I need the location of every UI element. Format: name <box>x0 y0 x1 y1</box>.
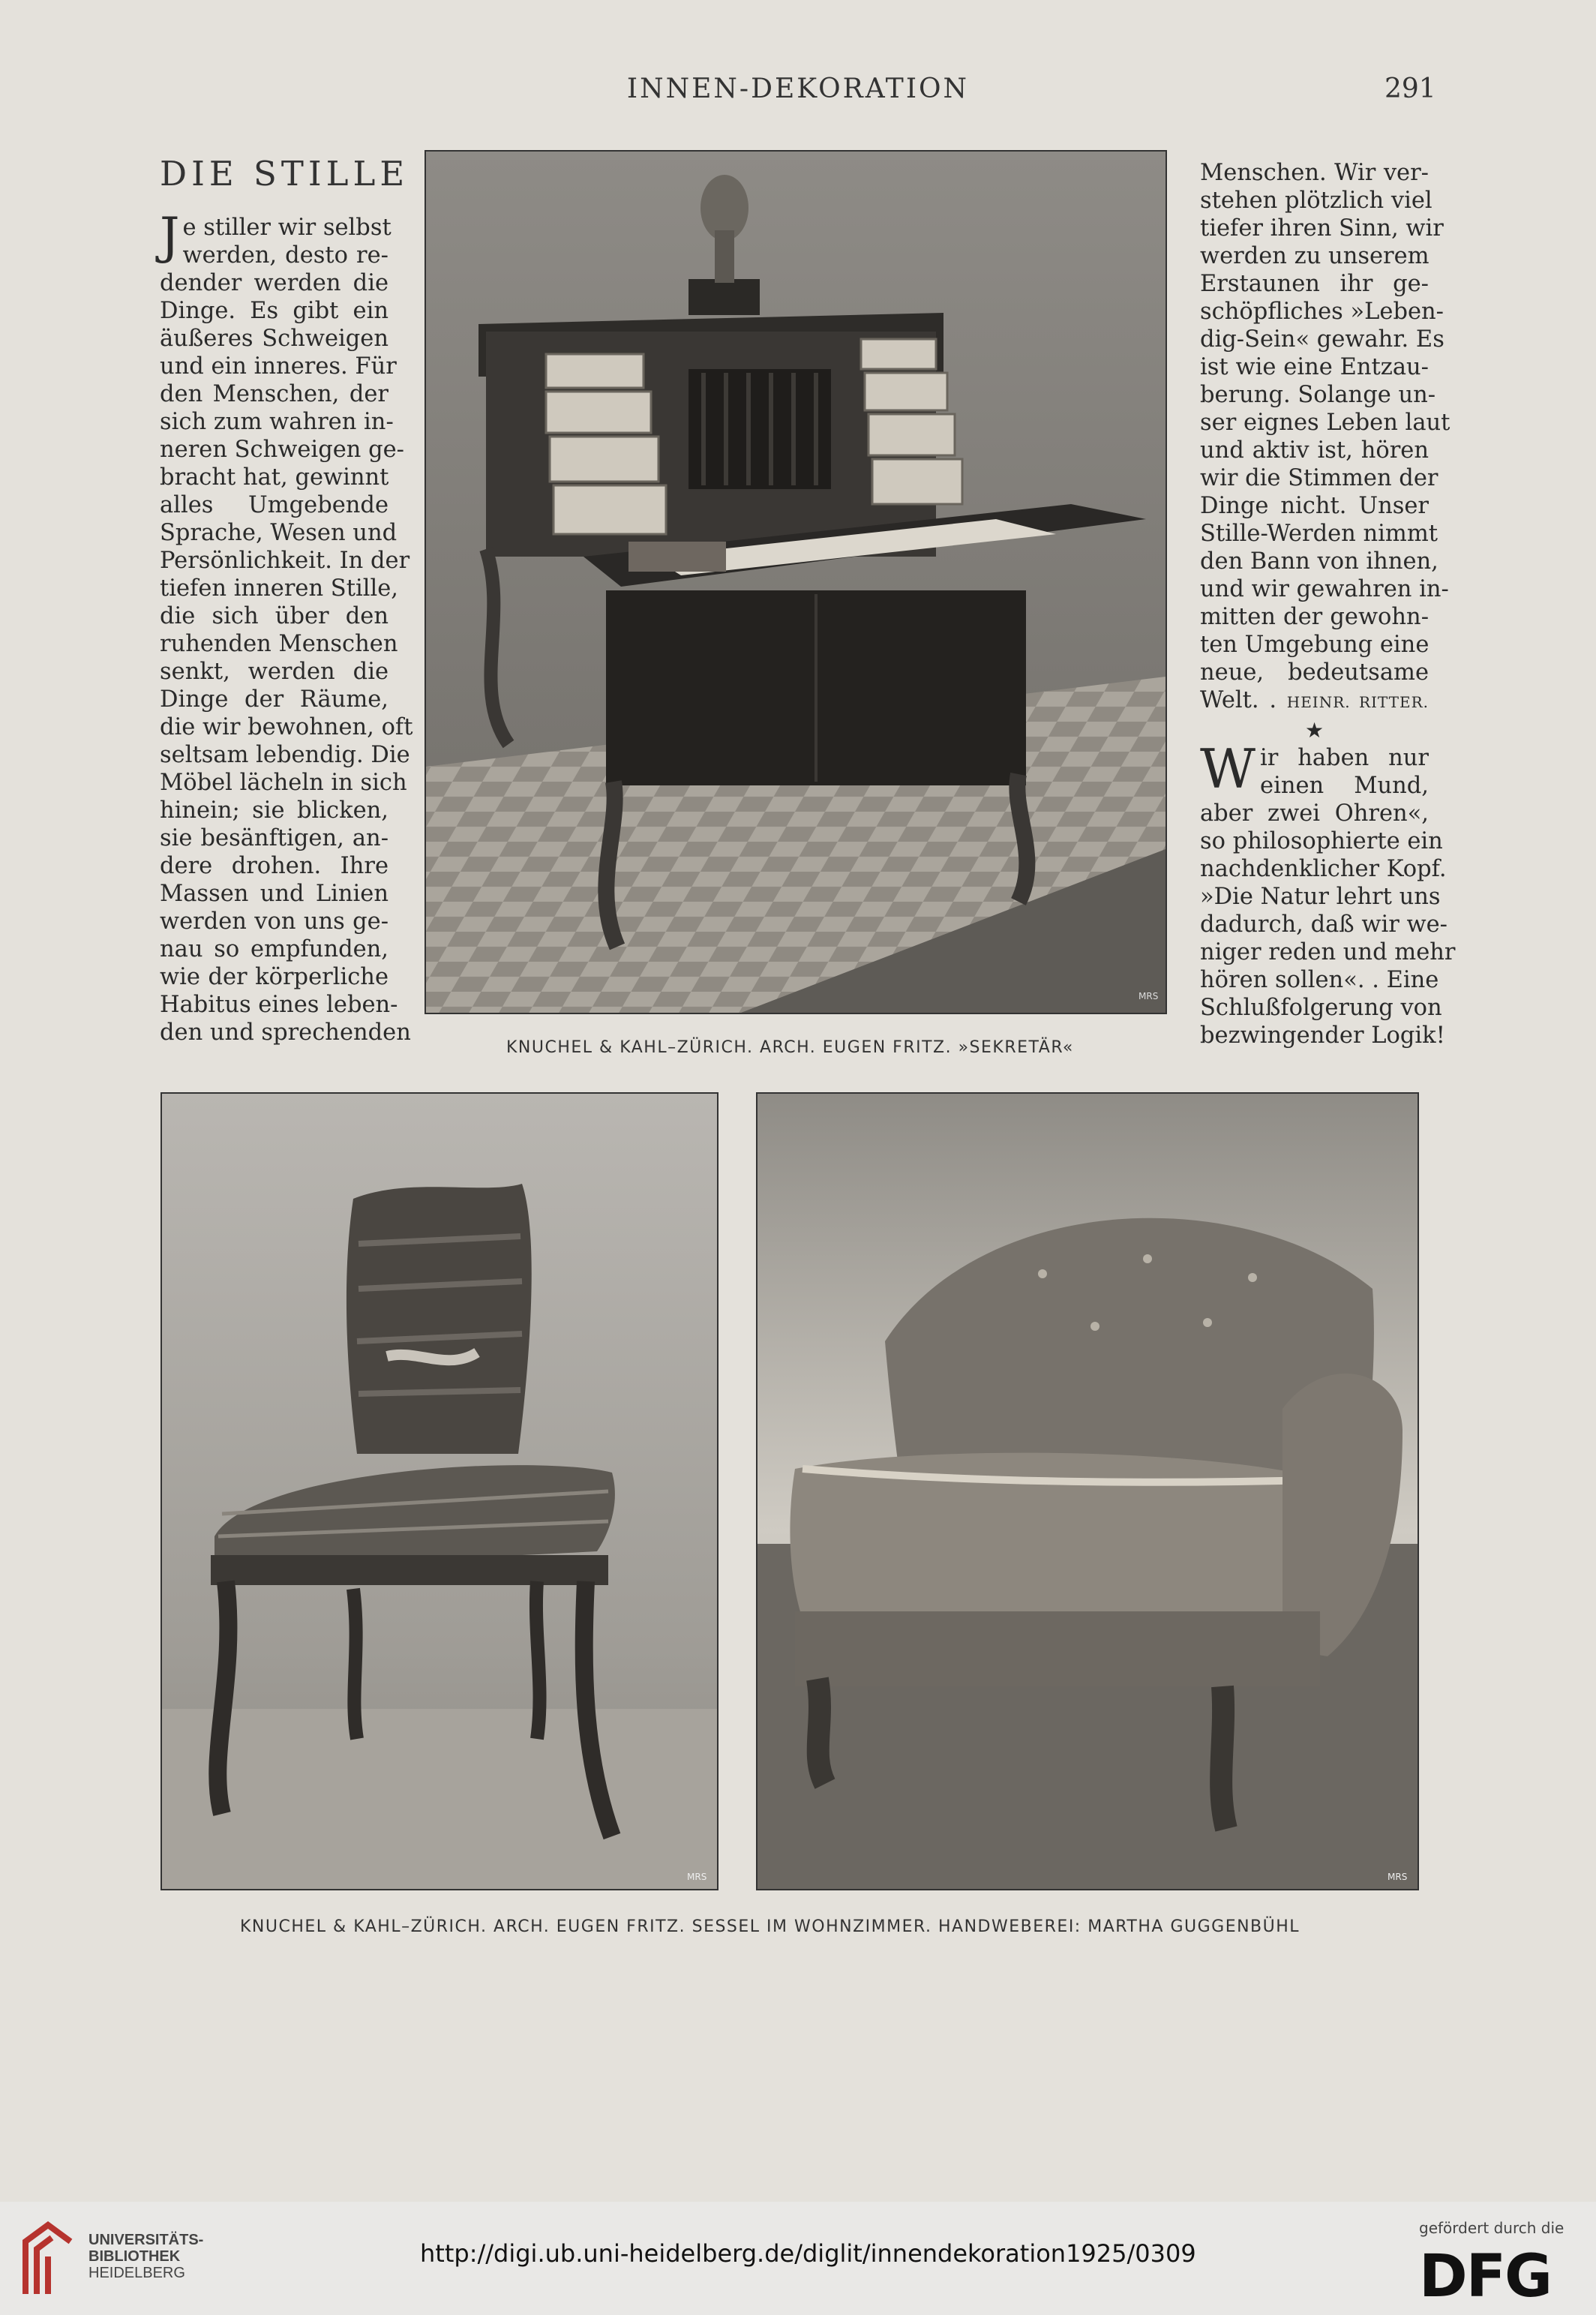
text-line: sich zum wahren in- <box>160 409 394 435</box>
chair-illustration <box>162 1094 717 1889</box>
text-line: berung. Solange un- <box>1200 382 1436 408</box>
text-line: die sich über den <box>160 603 388 629</box>
text-line: dere drohen. Ihre <box>160 853 388 879</box>
text-line: Erstaunen ihr ge- <box>1200 271 1429 297</box>
text-line: seltsam lebendig. Die <box>160 742 410 768</box>
text-line: nau so empfunden, <box>160 936 388 962</box>
text-line: Habitus eines leben- <box>160 992 398 1018</box>
text-line: den Bann von ihnen, <box>1200 548 1438 575</box>
text-line: ir haben nur <box>1260 745 1429 771</box>
text-line: Massen und Linien <box>160 881 388 907</box>
article-title: DIE STILLE <box>160 154 410 194</box>
secretary-desk-illustration <box>426 152 1166 1013</box>
text-line: Möbel lächeln in sich <box>160 770 407 796</box>
left-text-lines <box>160 207 413 1046</box>
caption-secretary: KNUCHEL & KAHL–ZÜRICH. ARCH. EUGEN FRITZ. »SEKRETÄR« <box>506 1038 1074 1057</box>
text-line: einen Mund, <box>1260 773 1429 799</box>
text-line: Sprache, Wesen und <box>160 520 398 546</box>
university-library-logo-icon <box>18 2219 78 2301</box>
library-line-1: UNIVERSITÄTS- <box>88 2232 204 2248</box>
text-line: hören sollen«. . Eine <box>1200 967 1439 993</box>
library-line-2: BIBLIOTHEK <box>88 2248 181 2265</box>
photo-mark-2: MRS <box>687 1872 707 1882</box>
photo-armchair <box>756 1092 1419 1890</box>
running-title: INNEN-DEKORATION <box>626 74 970 104</box>
photo-chair <box>160 1092 718 1890</box>
text-line: neue, bedeutsame <box>1200 659 1429 686</box>
text-line: wir die Stimmen der <box>1200 465 1438 491</box>
photo-secretary-desk <box>424 150 1167 1014</box>
text-line: dig-Sein« gewahr. Es <box>1200 326 1444 353</box>
caption-chairs: KNUCHEL & KAHL–ZÜRICH. ARCH. EUGEN FRITZ. SESSEL IM WOHNZIMMER. HANDWEBEREI: MARTHA GUGGENBÜHL <box>240 1917 1300 1936</box>
drop-cap-w: W <box>1200 737 1256 800</box>
text-line: den und sprechenden <box>160 1019 411 1046</box>
text-line: die wir bewohnen, oft <box>160 714 413 740</box>
text-line: schöpfliches »Leben- <box>1200 299 1444 325</box>
text-line: Dinge nicht. Unser <box>1200 493 1429 519</box>
text-line: und ein inneres. Für <box>160 353 397 380</box>
separator-star: ★ <box>1304 718 1324 743</box>
page-number: 291 <box>1384 74 1436 104</box>
text-line: Dinge. Es gibt ein <box>160 298 388 324</box>
text-line: Persönlichkeit. In der <box>160 548 410 574</box>
text-line: Menschen. Wir ver- <box>1200 160 1429 186</box>
drop-cap-j: J <box>160 207 180 265</box>
right-signature-line <box>1200 686 1429 716</box>
text-line: so philosophierte ein <box>1200 828 1443 854</box>
text-line: nachdenklicher Kopf. <box>1200 856 1447 882</box>
text-line: ist wie eine Entzau- <box>1200 354 1429 380</box>
text-line: »Die Natur lehrt uns <box>1200 884 1441 910</box>
university-library-name <box>88 2232 203 2281</box>
text-line: senkt, werden die <box>160 659 388 685</box>
text-line: stehen plötzlich viel <box>1200 188 1432 214</box>
text-line: werden von uns ge- <box>160 908 388 935</box>
dfg-logo: DFG <box>1419 2243 1552 2310</box>
author-signature: HEINR. RITTER. <box>1286 693 1430 711</box>
text-line: tiefer ihren Sinn, wir <box>1200 215 1444 242</box>
text-line: neren Schweigen ge- <box>160 437 404 463</box>
text-line: ser eignes Leben laut <box>1200 410 1450 436</box>
right-text-column <box>1200 159 1456 1049</box>
text-line: Dinge der Räume, <box>160 686 388 713</box>
source-url-link[interactable]: http://digi.ub.uni-heidelberg.de/diglit/innendekoration1925/0309 <box>420 2239 1196 2268</box>
text-line: ruhenden Menschen <box>160 631 398 657</box>
funded-by-label: gefördert durch die <box>1419 2219 1564 2237</box>
photo-mark-1: MRS <box>1138 991 1159 1001</box>
text-line: dender werden die <box>160 270 388 296</box>
text-line: sie besänftigen, an- <box>160 825 388 851</box>
text-line: dadurch, daß wir we- <box>1200 911 1448 938</box>
text-line: niger reden und mehr <box>1200 939 1456 965</box>
text-line: den Menschen, der <box>160 381 388 407</box>
text-line: alles Umgebende <box>160 492 388 518</box>
text-line: werden, desto re- <box>182 242 388 269</box>
right-text-lines-1 <box>1200 159 1450 686</box>
text-line: ten Umgebung eine <box>1200 632 1430 658</box>
text-line: e stiller wir selbst <box>182 215 392 241</box>
photo-mark-3: MRS <box>1388 1872 1408 1882</box>
text-line: bezwingender Logik! <box>1200 1022 1445 1049</box>
text-line: mitten der gewohn- <box>1200 604 1429 630</box>
text-line: bracht hat, gewinnt <box>160 464 389 491</box>
text-line: wie der körperliche <box>160 964 388 990</box>
text-line: hinein; sie blicken, <box>160 797 388 824</box>
text-line: Stille-Werden nimmt <box>1200 521 1438 547</box>
armchair-illustration <box>758 1094 1418 1889</box>
left-text-column <box>160 207 413 1046</box>
text-line: Schlußfolgerung von <box>1200 995 1442 1021</box>
text-line: tiefen inneren Stille, <box>160 575 398 602</box>
text-line: und wir gewahren in- <box>1200 576 1449 602</box>
text-line: und aktiv ist, hören <box>1200 437 1429 464</box>
text-line: äußeres Schweigen <box>160 326 388 352</box>
text-line: werden zu unserem <box>1200 243 1430 269</box>
library-line-3: HEIDELBERG <box>88 2265 185 2281</box>
right-last-line: Welt. . <box>1200 687 1277 713</box>
text-line: aber zwei Ohren«, <box>1200 800 1429 827</box>
